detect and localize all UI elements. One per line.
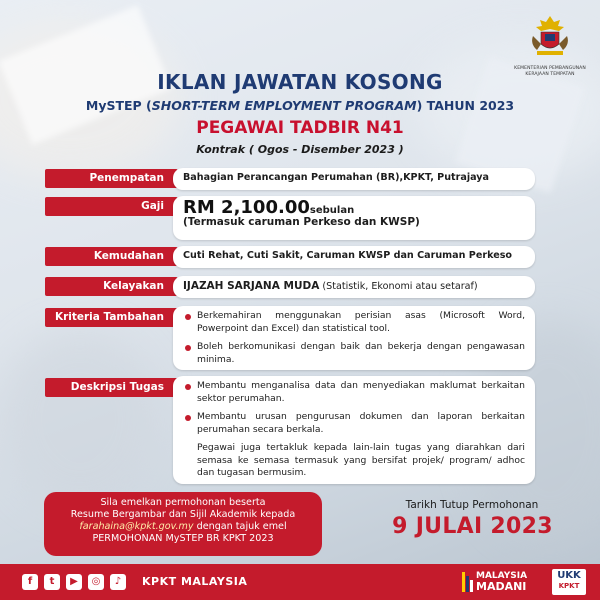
row-gaji — [45, 196, 535, 240]
duty-note: Pegawai juga tertakluk kepada lain-lain tugas yang diarahkan dari semasa ke semasa termasuk yang bersifat projek/ program/ adhoc dan tugasan bermusim. — [197, 442, 525, 478]
coat-of-arms-icon — [527, 14, 573, 60]
qualification-fields: (Statistik, Ekonomi atau setaraf) — [319, 281, 478, 292]
kriteria-list — [183, 310, 525, 366]
salary-note: (Termasuk caruman Perkeso dan KWSP) — [183, 216, 420, 228]
position-title: PEGAWAI TADBIR N41 — [196, 118, 404, 138]
footer-bar — [0, 564, 600, 600]
ministry-name-line2: KERAJAAN TEMPATAN — [525, 71, 575, 77]
salary-amount: RM 2,100.00 — [183, 197, 310, 218]
ukk-line1: UKK — [557, 570, 581, 581]
salary-line — [183, 197, 525, 218]
value-kriteria — [173, 306, 535, 370]
youtube-icon[interactable]: ▶ — [66, 574, 82, 590]
instagram-icon[interactable]: ◎ — [88, 574, 104, 590]
value-kelayakan — [173, 276, 535, 298]
apply-line2: Resume Bergambar dan Sijil Akademik kepada — [70, 509, 296, 520]
label-penempatan: Penempatan — [45, 169, 178, 188]
row-kriteria — [45, 306, 535, 370]
row-kemudahan — [45, 246, 535, 268]
apply-line3-suffix: dengan tajuk emel — [193, 521, 287, 532]
value-penempatan-text: Bahagian Perancangan Perumahan (BR),KPKT, Putrajaya — [183, 172, 490, 183]
list-item: Berkemahiran menggunakan perisian asas (Microsoft Word, Powerpoint dan Excel) dan statistical tool. — [183, 310, 525, 335]
social-links — [22, 574, 126, 590]
ministry-logo — [510, 14, 590, 77]
value-gaji — [173, 196, 535, 240]
ukk-logo — [552, 569, 586, 595]
salary-unit: sebulan — [309, 205, 355, 216]
program-subtitle — [0, 98, 600, 113]
label-deskripsi: Deskripsi Tugas — [45, 378, 178, 397]
madani-line1: MALAYSIA — [476, 571, 528, 581]
qualification-line — [183, 279, 525, 293]
label-kriteria: Kriteria Tambahan — [45, 308, 178, 327]
apply-line1: Sila emelkan permohonan beserta — [100, 497, 266, 508]
tiktok-icon[interactable]: ♪ — [110, 574, 126, 590]
deskripsi-list — [183, 380, 525, 436]
subtitle-italic: SHORT-TERM EMPLOYMENT PROGRAM — [151, 98, 417, 113]
list-item: Boleh berkomunikasi dengan baik dan bekerja dengan pengawasan minima. — [183, 341, 525, 366]
deadline-date: 9 JULAI 2023 — [392, 514, 553, 539]
ukk-line2: KPKT — [558, 582, 580, 590]
deadline-label: Tarikh Tutup Permohonan — [405, 499, 539, 511]
row-penempatan — [45, 168, 535, 190]
value-penempatan — [173, 168, 535, 190]
list-item: Membantu menganalisa data dan menyediakan maklumat berkaitan sektor perumahan. — [183, 380, 525, 405]
value-deskripsi — [173, 376, 535, 484]
madani-logo-icon — [462, 572, 474, 592]
value-kemudahan — [173, 246, 535, 268]
apply-email-link[interactable]: farahaina@kpkt.gov.my — [79, 521, 194, 532]
apply-line4: PERMOHONAN MySTEP BR KPKT 2023 — [92, 533, 274, 544]
application-instructions — [44, 492, 322, 556]
madani-line2: MADANI — [476, 580, 527, 593]
value-kemudahan-text: Cuti Rehat, Cuti Sakit, Caruman KWSP dan Caruman Perkeso — [183, 250, 513, 261]
qualification-degree: IJAZAH SARJANA MUDA — [183, 280, 320, 292]
subtitle-prefix: MySTEP ( — [85, 98, 152, 113]
contract-period: Kontrak ( Ogos - Disember 2023 ) — [196, 143, 404, 156]
footer-account-name: KPKT MALAYSIA — [142, 575, 248, 588]
row-deskripsi — [45, 376, 535, 484]
facebook-icon[interactable]: f — [22, 574, 38, 590]
ministry-name-line1: KEMENTERIAN PEMBANGUNAN — [514, 66, 586, 71]
row-kelayakan — [45, 276, 535, 298]
twitter-icon[interactable]: t — [44, 574, 60, 590]
subtitle-suffix: ) TAHUN 2023 — [416, 98, 515, 113]
label-kelayakan: Kelayakan — [45, 277, 178, 296]
madani-logo — [476, 571, 527, 593]
label-kemudahan: Kemudahan — [45, 247, 178, 266]
poster-title: IKLAN JAWATAN KOSONG — [157, 70, 443, 94]
list-item: Membantu urusan pengurusan dokumen dan laporan berkaitan perumahan secara berkala. — [183, 411, 525, 436]
apply-line3 — [44, 521, 322, 533]
label-gaji: Gaji — [45, 197, 178, 216]
